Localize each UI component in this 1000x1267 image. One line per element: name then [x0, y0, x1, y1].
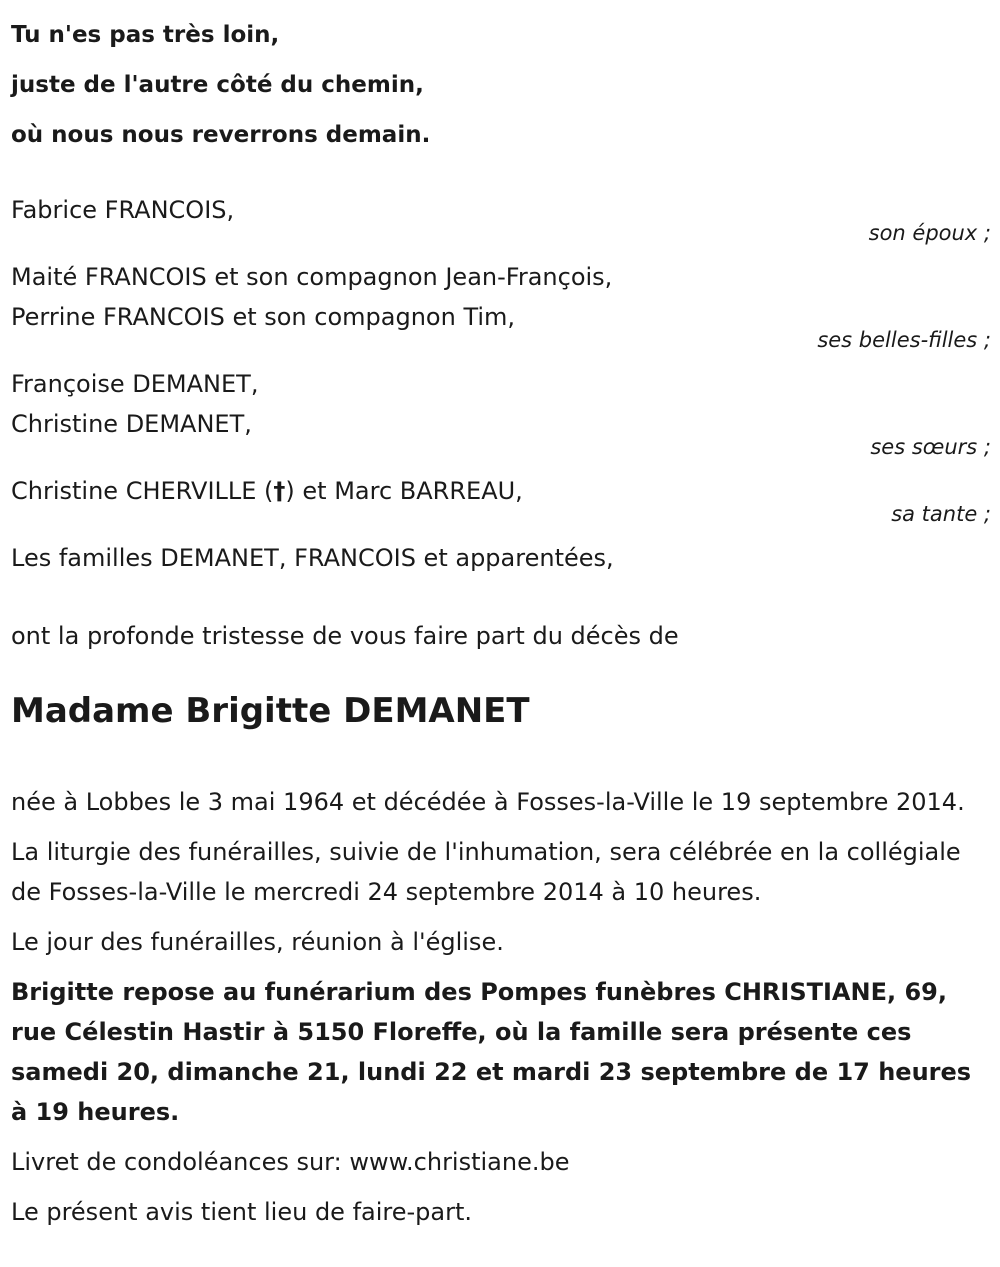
mourner-name: Fabrice FRANCOIS,: [11, 196, 235, 224]
relationship-label: son époux ;: [868, 221, 991, 245]
mourner-name-part: ) et Marc BARREAU,: [285, 477, 523, 505]
liturgy-paragraph: La liturgie des funérailles, suivie de l'inhumation, sera célébrée en la collégiale de Fosses-la-Ville le mercredi 24 septembre 2014 à 10 heures.: [11, 838, 961, 906]
mourner-group-aunt: [11, 471, 991, 527]
birth-death-paragraph: née à Lobbes le 3 mai 1964 et décédée à Fosses-la-Ville le 19 septembre 2014.: [11, 788, 965, 816]
repose-paragraph: Brigitte repose au funérarium des Pompes funèbres CHRISTIANE, 69, rue Célestin Hastir à 5150 Floreffe, où la famille sera présente ces samedi 20, dimanche 21, lundi 22 et mardi 23 septembre de 17 heures à 19 heures.: [11, 978, 972, 1126]
deceased-name: Madame Brigitte DEMANET: [11, 691, 530, 731]
notice-paragraph: Le présent avis tient lieu de faire-part.: [11, 1198, 473, 1226]
mourner-name: Maité FRANCOIS et son compagnon Jean-François,: [11, 263, 613, 291]
mourner-name: Françoise DEMANET,: [11, 370, 259, 398]
cross-icon: †: [273, 477, 286, 505]
mourner-name: Les familles DEMANET, FRANCOIS et apparentées,: [11, 544, 614, 572]
mourner-group-sisters: [11, 364, 991, 460]
notice-body: [11, 782, 991, 1232]
condolences-paragraph: Livret de condoléances sur: www.christiane.be: [11, 1148, 570, 1176]
mourner-group-stepdaughters: [11, 257, 991, 353]
poem: [11, 10, 991, 160]
meeting-paragraph: Le jour des funérailles, réunion à l'église.: [11, 928, 504, 956]
relationship-label: ses belles-filles ;: [817, 328, 991, 352]
relationship-label: sa tante ;: [891, 502, 991, 526]
mourner-group-families: [11, 538, 991, 578]
announcement-intro: ont la profonde tristesse de vous faire part du décès de: [11, 622, 679, 650]
relationship-label: ses sœurs ;: [870, 435, 991, 459]
mourner-name: Perrine FRANCOIS et son compagnon Tim,: [11, 303, 516, 331]
poem-line: où nous nous reverrons demain.: [11, 122, 431, 148]
mourners-list: [11, 190, 991, 578]
obituary-notice: [11, 0, 991, 1242]
poem-line: Tu n'es pas très loin,: [11, 22, 280, 48]
mourner-name-part: Christine CHERVILLE (: [11, 477, 274, 505]
mourner-name: Christine DEMANET,: [11, 410, 252, 438]
mourner-group-spouse: [11, 190, 991, 246]
poem-line: juste de l'autre côté du chemin,: [11, 72, 424, 98]
